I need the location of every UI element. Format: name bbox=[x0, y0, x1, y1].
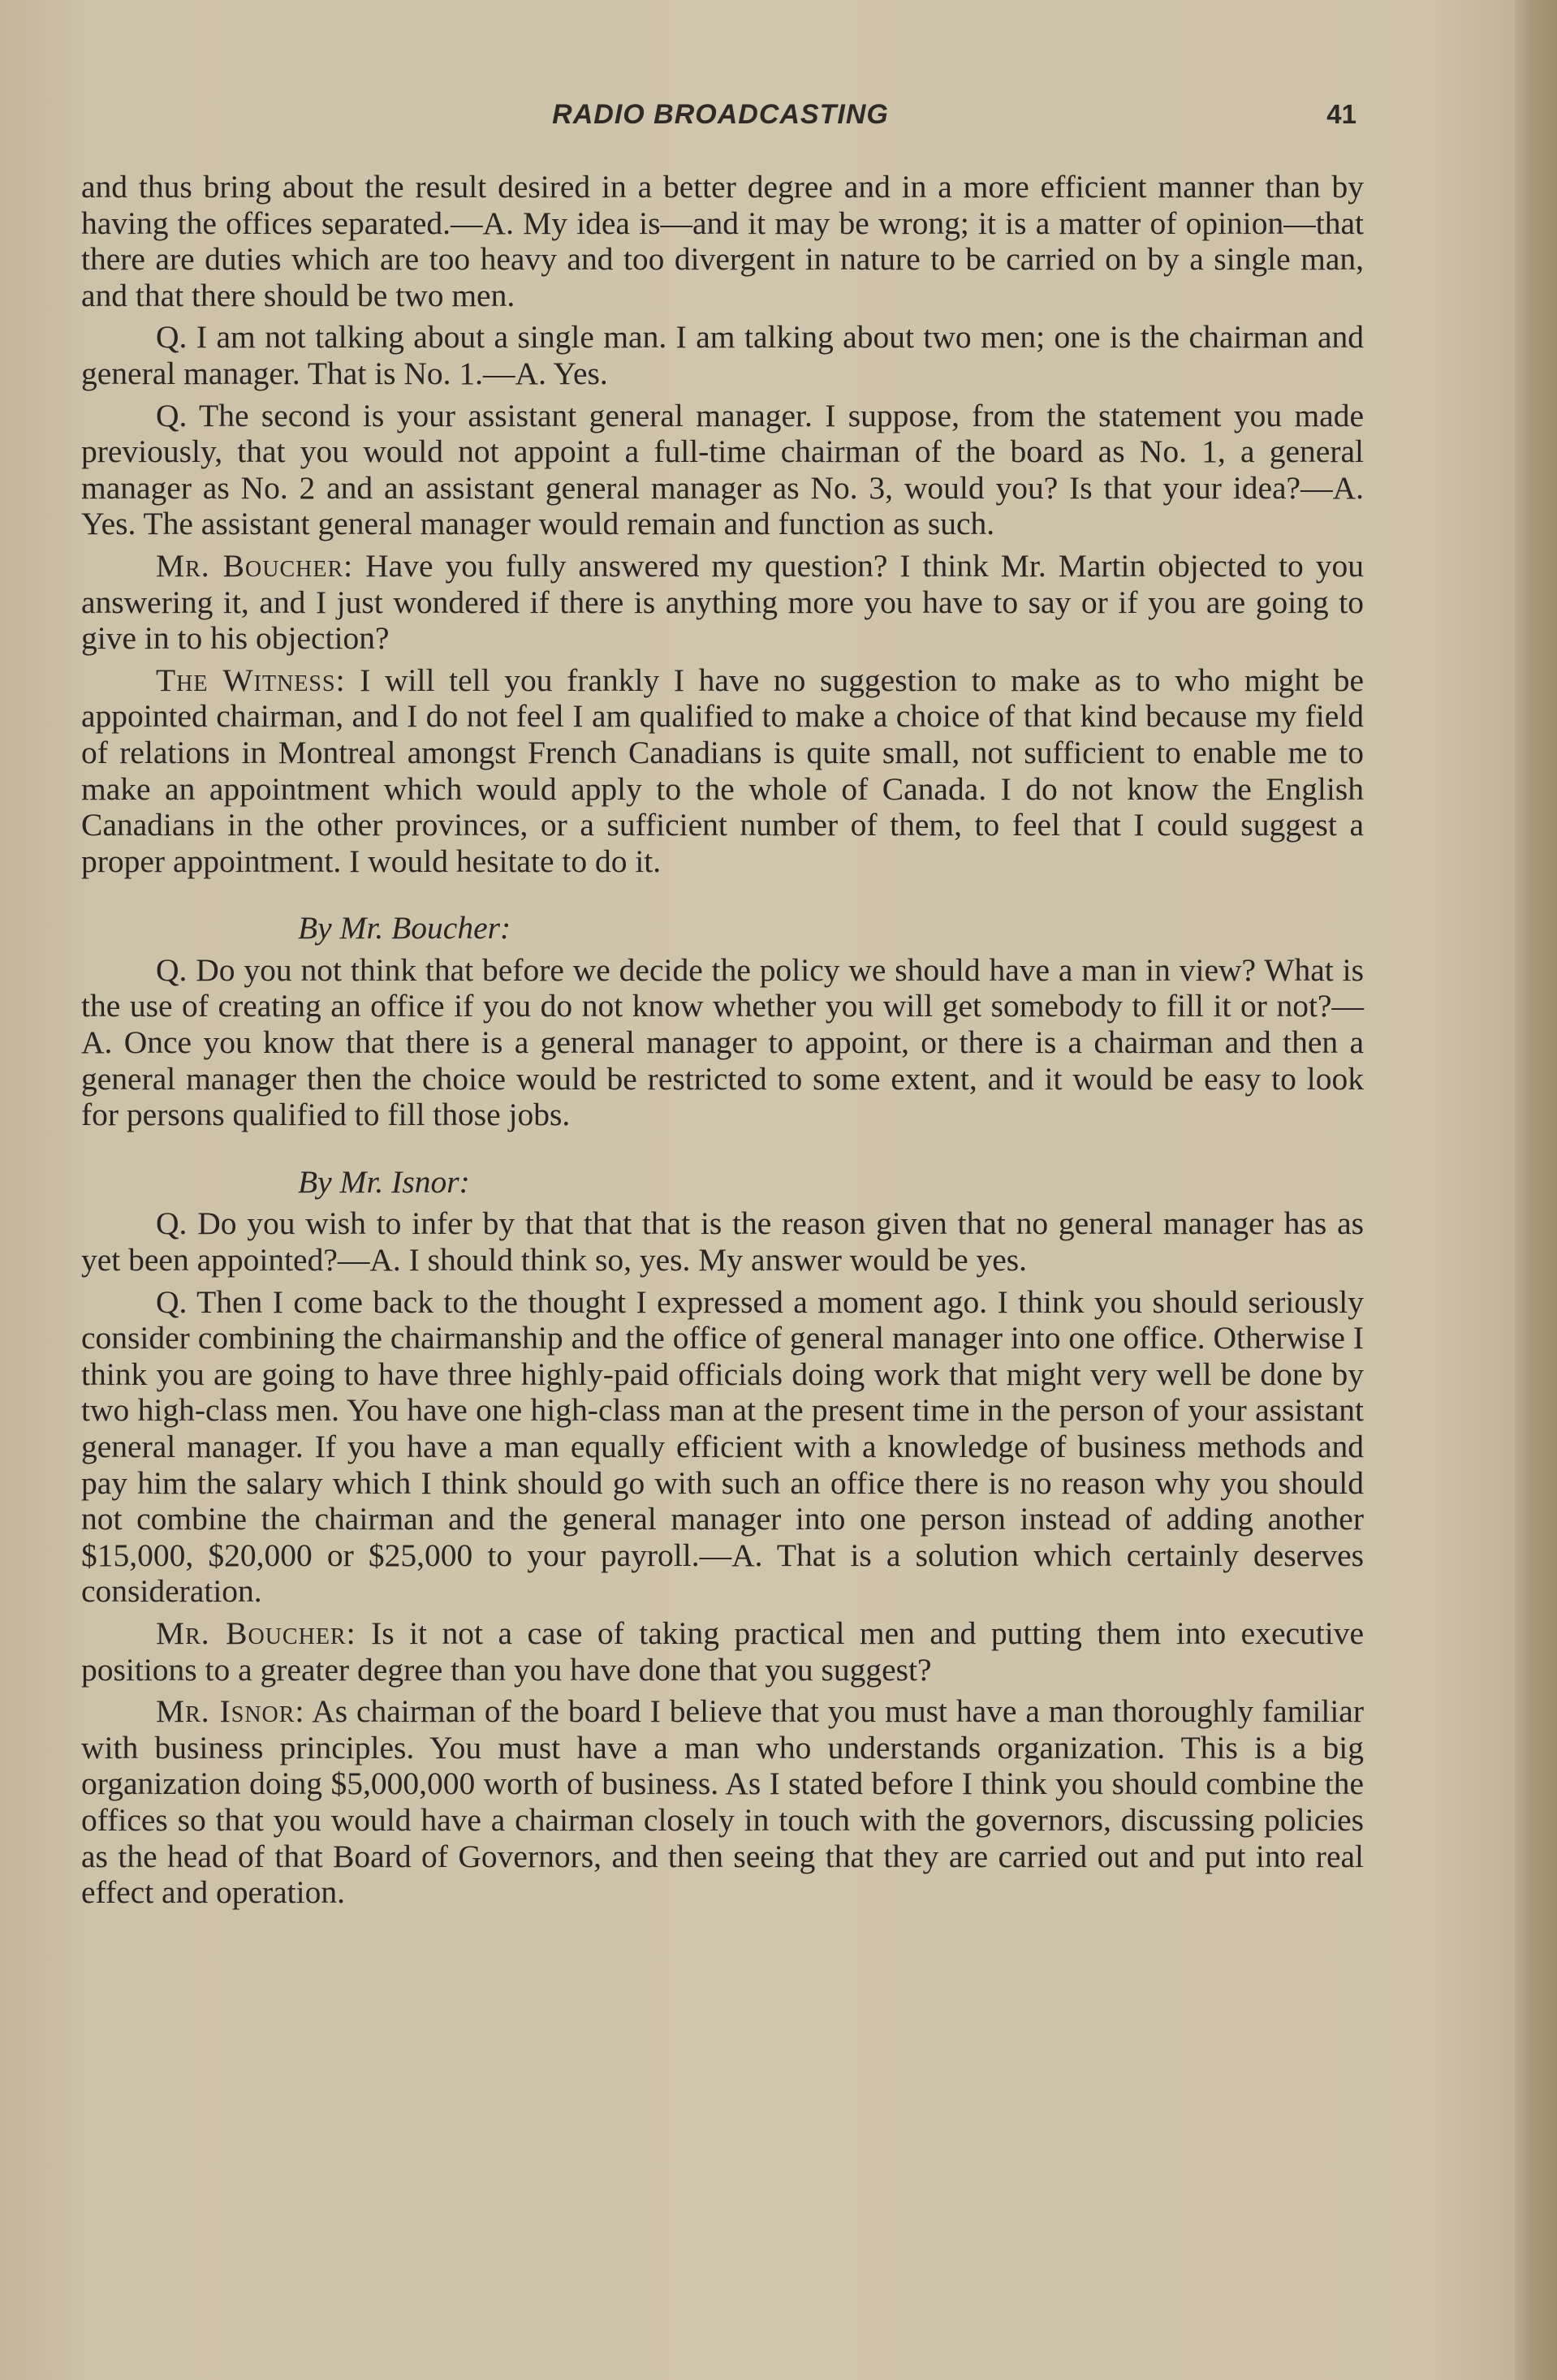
speaker-name: Mr. Boucher: bbox=[156, 1615, 356, 1651]
paragraph-speech bbox=[81, 548, 1364, 657]
speaker-name: Mr. Boucher: bbox=[156, 547, 354, 584]
speech-text: Is it not a case of taking practical men and putting them into executive positions to a greater degree than you have done that you suggest? bbox=[81, 1615, 1364, 1688]
book-spine-edge bbox=[1515, 0, 1557, 2380]
speaker-name: The Witness: bbox=[156, 662, 346, 698]
speech-text: As chairman of the board I believe that you must have a man thoroughly familiar with business principles. You must have a man who understands organization. This is a big organization doing $5,000,000 worth of business. As I stated before I think you should combine the offices so that you would have a chairman closely in touch with the governors, discussing policies as the head of that Board of Governors, and then seeing that they are carried out and put into real effect and operation. bbox=[81, 1693, 1364, 1911]
speaker-name: Mr. Isnor: bbox=[156, 1693, 305, 1730]
examiner-byline: By Mr. Isnor: bbox=[298, 1163, 470, 1200]
speech-text: I will tell you frankly I have no suggestion to make as to who might be appointed chairman, and I do not feel I am qualified to make a choice of that kind because my field of relations in Montreal amongst French Canadians is quite small, not sufficient to enable me to make an appointment which would apply to the whole of Canada. I do not know the English Canadians in the other provinces, or a sufficient number of them, to feel that I could suggest a proper appointment. I would hesitate to do it. bbox=[81, 662, 1364, 879]
paragraph-speech bbox=[81, 1693, 1364, 1911]
paragraph-continued: and thus bring about the result desired in a better degree and in a more efficient manner than by having the offices separated.—A. My idea is—and it may be wrong; it is a matter of opinion—that there are duties which are too heavy and too divergent in nature to be carried on by a single man, and that there should be two men. bbox=[81, 169, 1364, 313]
running-title: RADIO BROADCASTING bbox=[552, 99, 889, 130]
paragraph-question: Q. Do you wish to infer by that that that is the reason given that no general manager has as yet been appointed?—A. I should think so, yes. My answer would be yes. bbox=[81, 1205, 1364, 1278]
paragraph-question: Q. The second is your assistant general manager. I suppose, from the statement you made previously, that you would not appoint a full-time chairman of the board as No. 1, a general manager as No. 2 and an assistant general manager as No. 3, would you? Is that your idea?—A. Yes. The assistant general manager would remain and function as such. bbox=[81, 397, 1364, 542]
speech-text: Have you fully answered my question? I think Mr. Martin objected to you answering it, and I just wondered if there is anything more you have to say or if you are going to give in to his objection? bbox=[81, 547, 1364, 657]
paragraph-question: Q. Then I come back to the thought I expressed a moment ago. I think you should seriously consider combining the chairmanship and the office of general manager into one office. Otherwise I think you are going to have three highly-paid officials doing work that might very well be done by two high-class men. You have one high-class man at the present time in the person of your assistant general manager. If you have a man equally efficient with a knowledge of business methods and pay him the salary which I think should go with such an office there is no reason why you should not combine the chairman and the general manager into one person instead of adding another $15,000, $20,000 or $25,000 to your payroll.—A. That is a solution which certainly deserves consideration. bbox=[81, 1283, 1364, 1610]
paragraph-question: Q. I am not talking about a single man. I am talking about two men; one is the chairman and general manager. That is No. 1.—A. Yes. bbox=[81, 319, 1364, 391]
examiner-byline: By Mr. Boucher: bbox=[298, 910, 511, 946]
paragraph-speech bbox=[81, 662, 1364, 880]
paragraph-speech bbox=[81, 1615, 1364, 1688]
page-number: 41 bbox=[1326, 99, 1356, 129]
page-body bbox=[81, 169, 1364, 1911]
running-header bbox=[81, 99, 1360, 144]
paragraph-question: Q. Do you not think that before we decide the policy we should have a man in view? What is the use of creating an office if you do not know whether you will get somebody to fill it or not?—A. Once you know that there is a general manager to appoint, or there is a chairman and then a general manager then the choice would be restricted to some extent, and it would be easy to look for persons qualified to fill those jobs. bbox=[81, 951, 1364, 1133]
